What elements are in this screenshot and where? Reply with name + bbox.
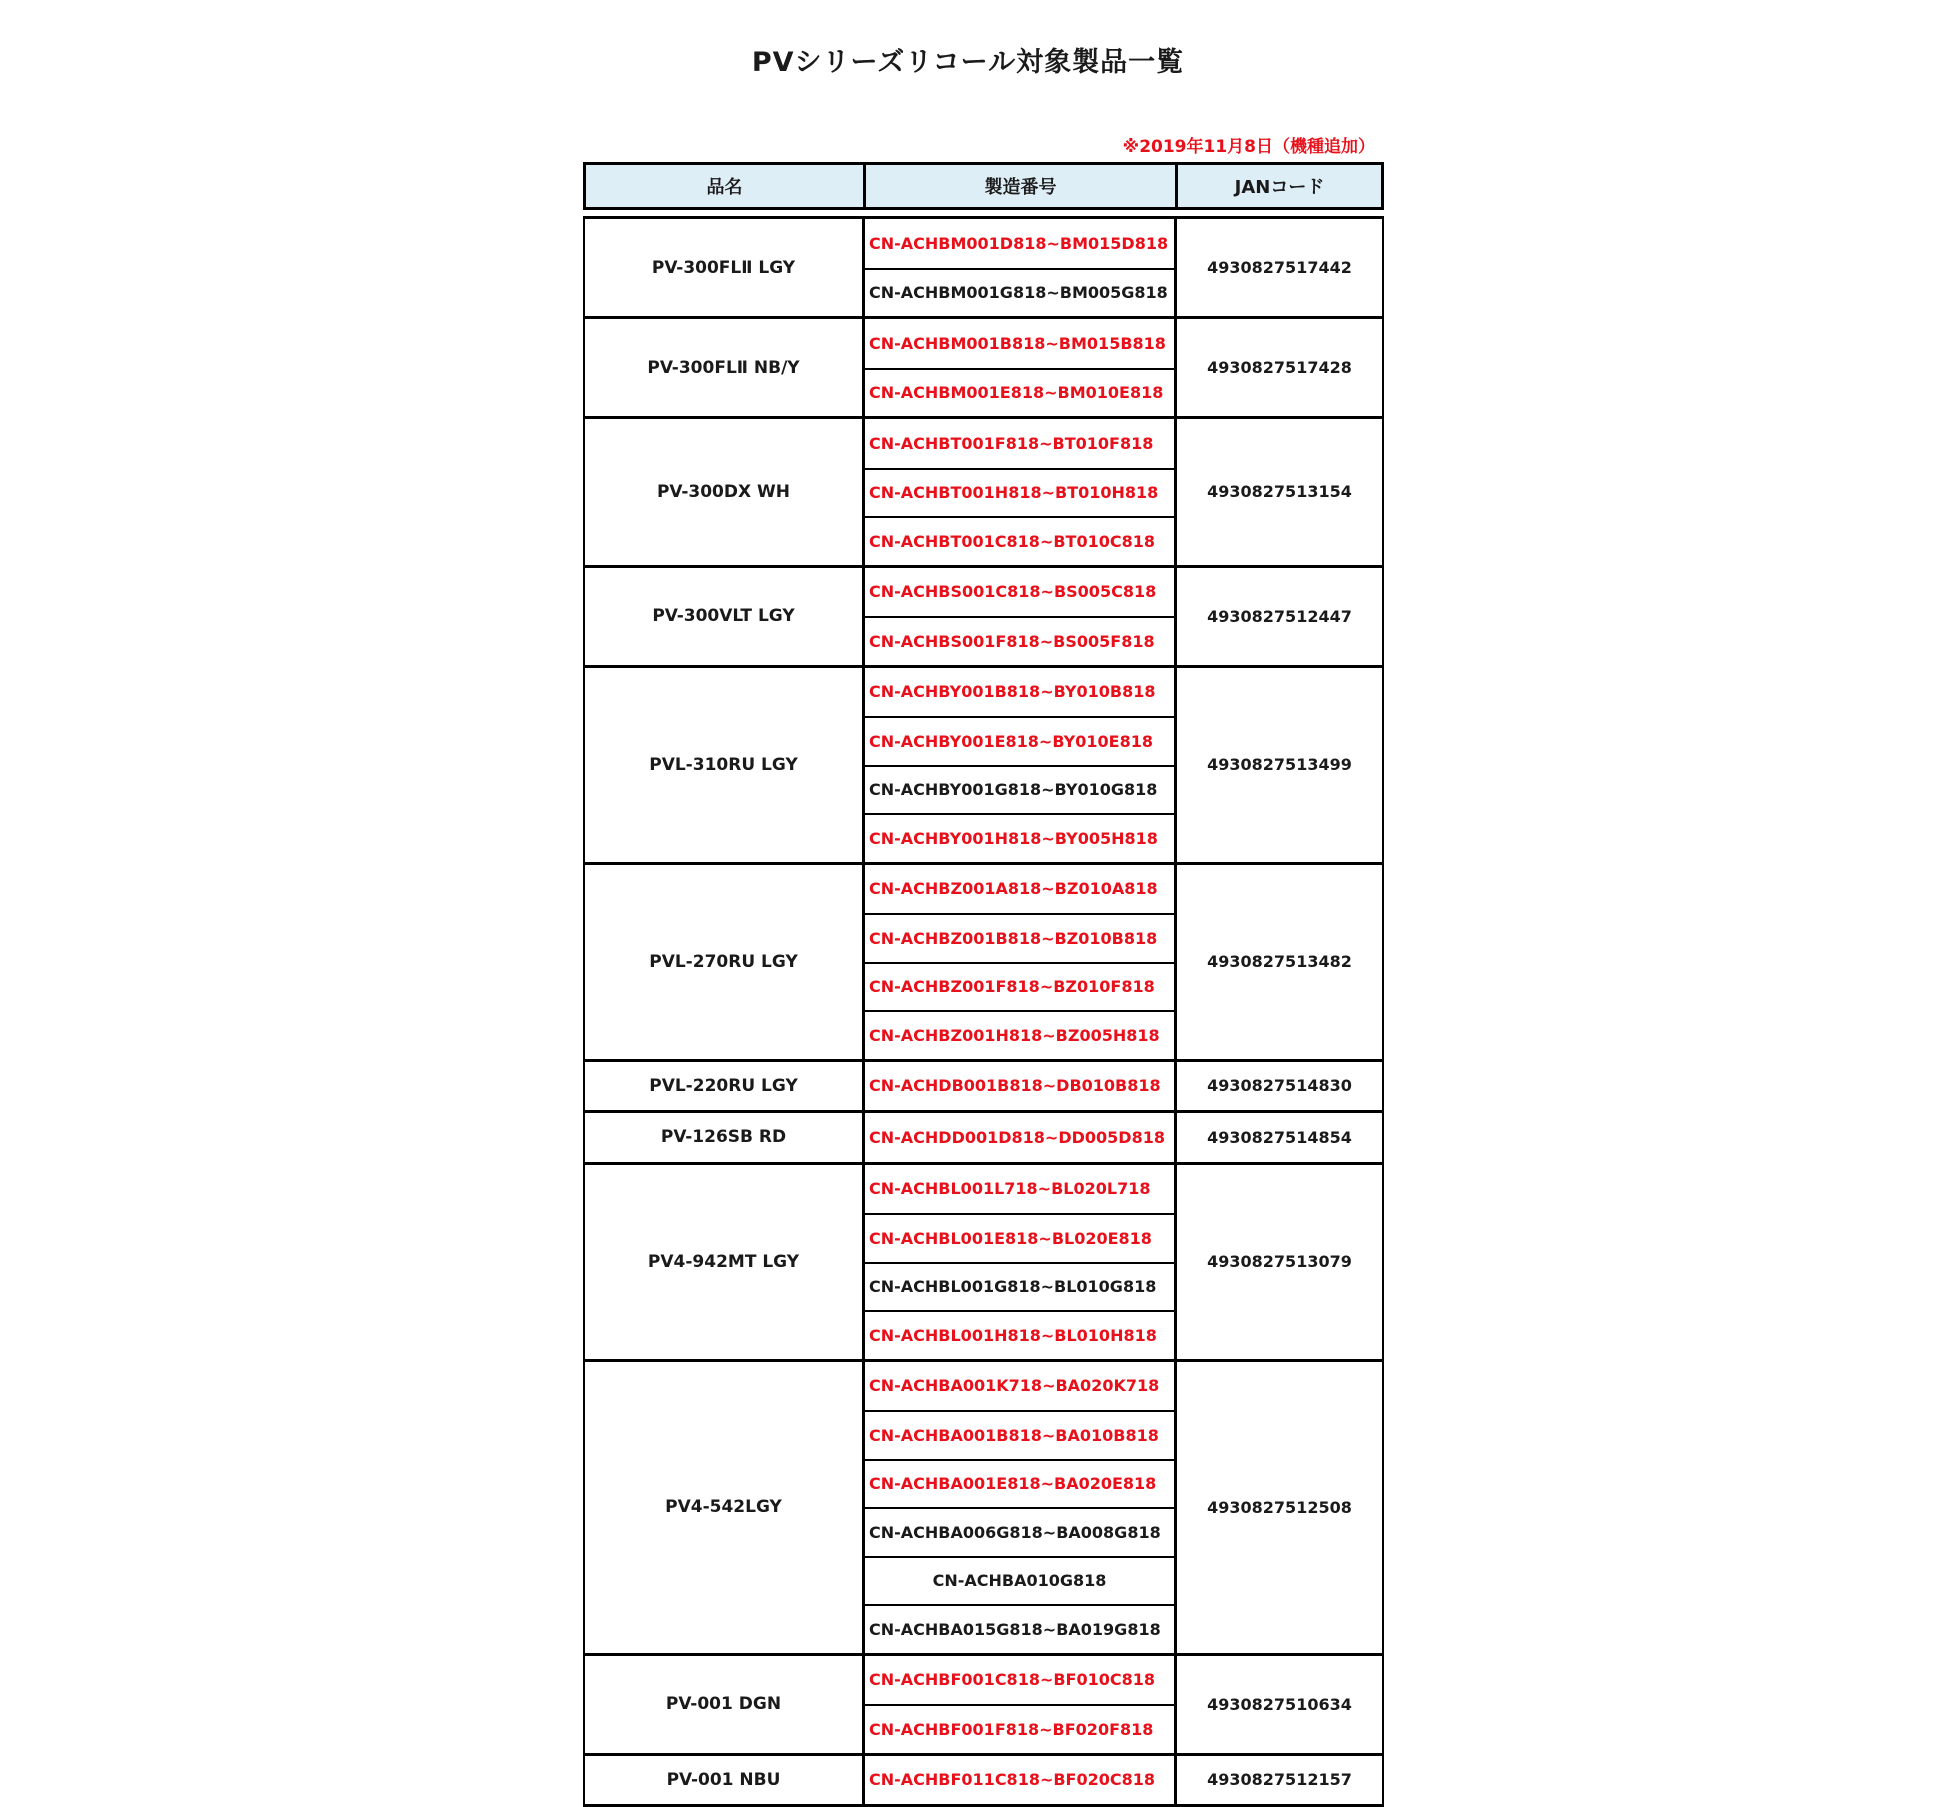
serial-number-cell: CN-ACHDD001D818~DD005D818 (865, 1113, 1174, 1162)
serial-number-cell: CN-ACHBZ001B818~BZ010B818 (865, 913, 1174, 962)
serial-number-list (865, 1362, 1177, 1653)
table-row (583, 565, 1384, 665)
serial-number-cell: CN-ACHBM001B818~BM015B818 (865, 319, 1174, 368)
jan-code-cell: 4930827512447 (1177, 568, 1382, 665)
serial-number-list (865, 568, 1177, 665)
serial-number-cell: CN-ACHBZ001F818~BZ010F818 (865, 962, 1174, 1011)
serial-number-cell: CN-ACHBF001F818~BF020F818 (865, 1704, 1174, 1753)
table-row (583, 1753, 1384, 1807)
serial-number-cell: CN-ACHBL001H818~BL010H818 (865, 1310, 1174, 1359)
jan-code-cell: 4930827513154 (1177, 419, 1382, 565)
table-body (583, 216, 1384, 1807)
update-note: ※2019年11月8日（機種追加） (1080, 132, 1375, 157)
serial-number-cell: CN-ACHBA006G818~BA008G818 (865, 1507, 1174, 1556)
serial-number-cell: CN-ACHBL001G818~BL010G818 (865, 1262, 1174, 1311)
table-row (583, 1110, 1384, 1162)
serial-number-list (865, 219, 1177, 316)
serial-number-cell: CN-ACHBZ001H818~BZ005H818 (865, 1010, 1174, 1059)
serial-number-cell: CN-ACHBA001E818~BA020E818 (865, 1459, 1174, 1508)
serial-number-cell: CN-ACHBM001E818~BM010E818 (865, 368, 1174, 417)
jan-code-cell: 4930827512508 (1177, 1362, 1382, 1653)
serial-number-cell: CN-ACHBM001G818~BM005G818 (865, 268, 1174, 317)
recall-table (583, 162, 1384, 1807)
table-row (583, 216, 1384, 316)
serial-number-list (865, 1113, 1177, 1162)
serial-number-cell: CN-ACHBL001E818~BL020E818 (865, 1213, 1174, 1262)
jan-code-cell: 4930827513482 (1177, 865, 1382, 1059)
serial-number-cell: CN-ACHBY001B818~BY010B818 (865, 668, 1174, 717)
jan-code-cell: 4930827514830 (1177, 1062, 1382, 1111)
product-name-cell: PV-300FLⅡ LGY (585, 219, 865, 316)
table-row (583, 1162, 1384, 1359)
serial-number-cell: CN-ACHBZ001A818~BZ010A818 (865, 865, 1174, 914)
header-product-name: 品名 (586, 165, 866, 207)
serial-number-list (865, 865, 1177, 1059)
jan-code-cell: 4930827517442 (1177, 219, 1382, 316)
table-row (583, 316, 1384, 416)
serial-number-cell: CN-ACHBY001E818~BY010E818 (865, 716, 1174, 765)
serial-number-cell: CN-ACHBT001H818~BT010H818 (865, 468, 1174, 517)
product-name-cell: PVL-220RU LGY (585, 1062, 865, 1111)
product-name-cell: PVL-310RU LGY (585, 668, 865, 862)
serial-number-cell: CN-ACHBY001H818~BY005H818 (865, 813, 1174, 862)
serial-number-cell: CN-ACHBS001C818~BS005C818 (865, 568, 1174, 617)
product-name-cell: PV-300FLⅡ NB/Y (585, 319, 865, 416)
table-row (583, 862, 1384, 1059)
serial-number-cell: CN-ACHBT001F818~BT010F818 (865, 419, 1174, 468)
table-row (583, 1059, 1384, 1111)
page-title: PVシリーズリコール対象製品一覧 (0, 40, 1936, 79)
product-name-cell: PV4-542LGY (585, 1362, 865, 1653)
serial-number-cell: CN-ACHBM001D818~BM015D818 (865, 219, 1174, 268)
table-row (583, 665, 1384, 862)
product-name-cell: PV-300VLT LGY (585, 568, 865, 665)
serial-number-cell: CN-ACHBA001K718~BA020K718 (865, 1362, 1174, 1411)
product-name-cell: PV-001 DGN (585, 1656, 865, 1753)
serial-number-list (865, 1656, 1177, 1753)
serial-number-list (865, 319, 1177, 416)
serial-number-list (865, 1165, 1177, 1359)
table-row (583, 416, 1384, 565)
product-name-cell: PVL-270RU LGY (585, 865, 865, 1059)
serial-number-cell: CN-ACHBS001F818~BS005F818 (865, 616, 1174, 665)
jan-code-cell: 4930827513499 (1177, 668, 1382, 862)
product-name-cell: PV-126SB RD (585, 1113, 865, 1162)
serial-number-list (865, 668, 1177, 862)
serial-number-cell: CN-ACHBA010G818 (865, 1556, 1174, 1605)
jan-code-cell: 4930827512157 (1177, 1756, 1382, 1805)
serial-number-cell: CN-ACHBF011C818~BF020C818 (865, 1756, 1174, 1805)
serial-number-cell: CN-ACHDB001B818~DB010B818 (865, 1062, 1174, 1111)
product-name-cell: PV-300DX WH (585, 419, 865, 565)
serial-number-cell: CN-ACHBF001C818~BF010C818 (865, 1656, 1174, 1705)
product-name-cell: PV-001 NBU (585, 1756, 865, 1805)
jan-code-cell: 4930827513079 (1177, 1165, 1382, 1359)
serial-number-cell: CN-ACHBL001L718~BL020L718 (865, 1165, 1174, 1214)
table-header (583, 162, 1384, 210)
jan-code-cell: 4930827514854 (1177, 1113, 1382, 1162)
product-name-cell: PV4-942MT LGY (585, 1165, 865, 1359)
serial-number-cell: CN-ACHBT001C818~BT010C818 (865, 516, 1174, 565)
serial-number-cell: CN-ACHBA015G818~BA019G818 (865, 1604, 1174, 1653)
jan-code-cell: 4930827517428 (1177, 319, 1382, 416)
serial-number-list (865, 419, 1177, 565)
header-jan-code: JANコード (1178, 165, 1381, 207)
serial-number-list (865, 1062, 1177, 1111)
header-serial-number: 製造番号 (866, 165, 1178, 207)
serial-number-list (865, 1756, 1177, 1805)
jan-code-cell: 4930827510634 (1177, 1656, 1382, 1753)
table-row (583, 1359, 1384, 1653)
table-row (583, 1653, 1384, 1753)
serial-number-cell: CN-ACHBA001B818~BA010B818 (865, 1410, 1174, 1459)
serial-number-cell: CN-ACHBY001G818~BY010G818 (865, 765, 1174, 814)
